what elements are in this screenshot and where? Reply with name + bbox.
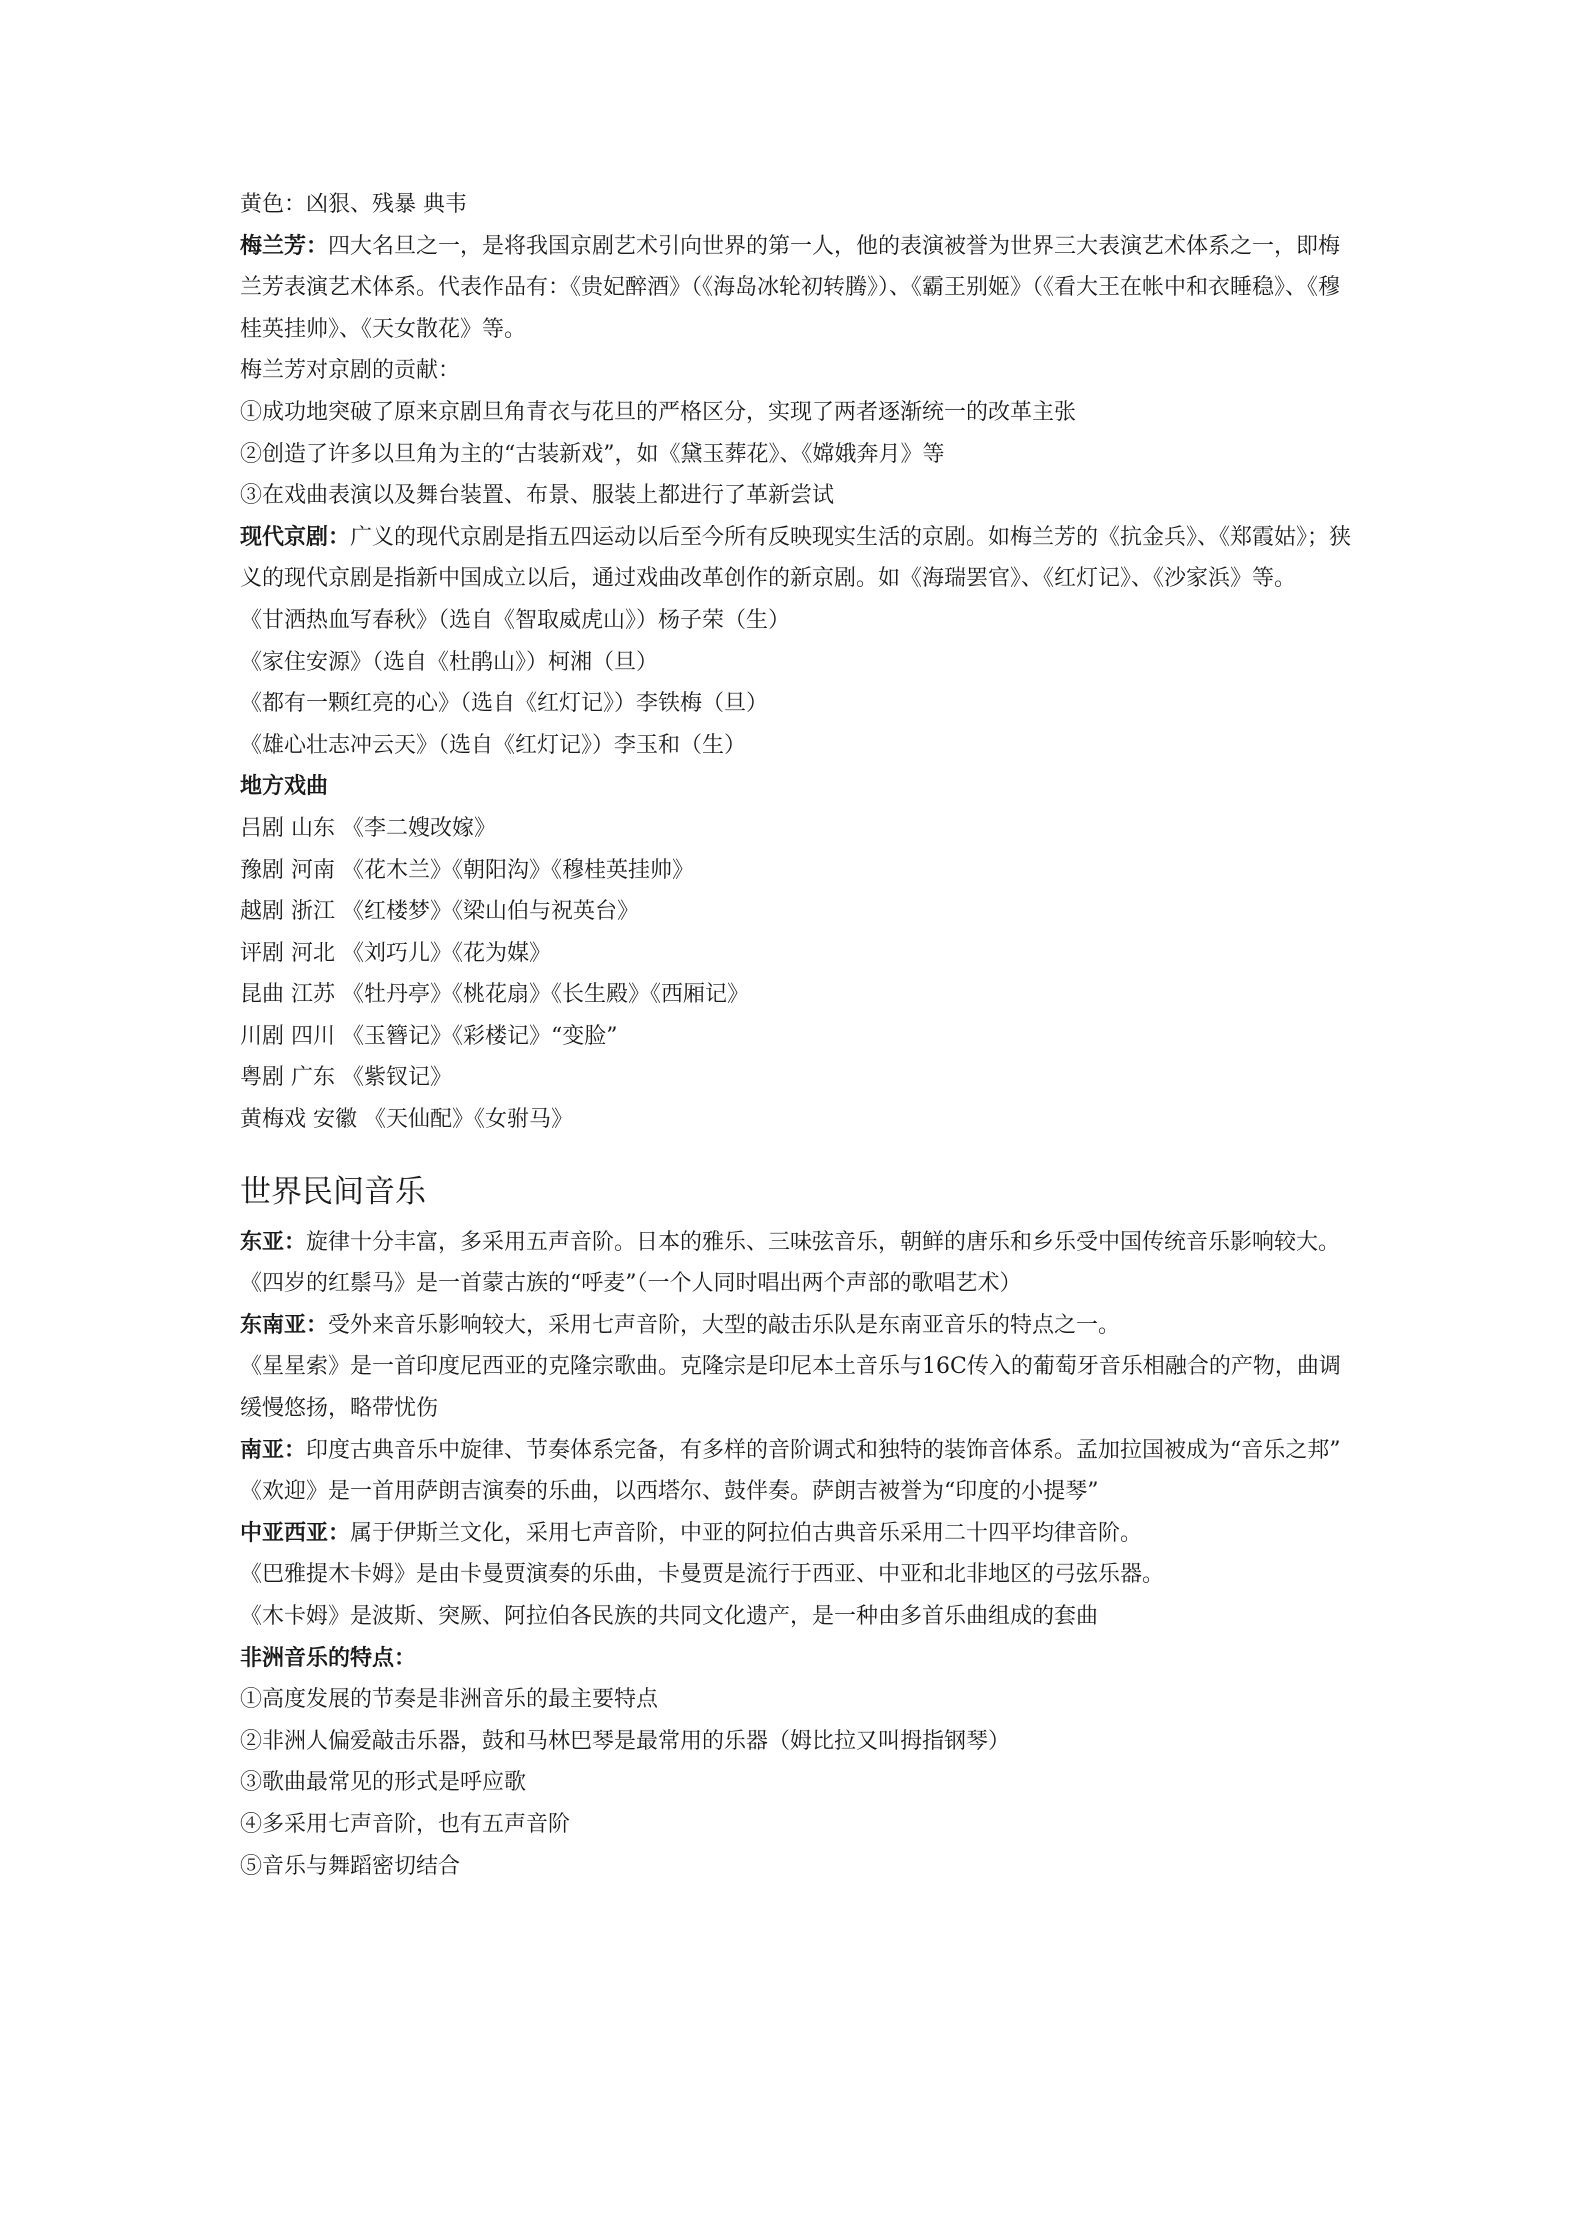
east-asia-label: 东亚： xyxy=(240,1228,307,1255)
modern-opera-text: 广义的现代京剧是指五四运动以后至今所有反映现实生活的京剧。如梅兰芳的《抗金兵》、《郑霞姑》；狭义的现代京剧是指新中国成立以后，通过戏曲改革创作的新京剧。如《海瑞罢官》、《红灯记》、《沙家浜》等。 xyxy=(240,524,1352,592)
contribution-item-2: ②创造了许多以旦角为主的“古装新戏”，如《黛玉葬花》、《嫦娥奔月》等 xyxy=(240,441,945,467)
modern-opera-paragraph xyxy=(240,517,1360,600)
world-music-heading: 世界民间音乐 xyxy=(240,1173,426,1210)
contribution-item-1: ①成功地突破了原来京剧旦角青衣与花旦的严格区分，实现了两者逐渐统一的改革主张 xyxy=(240,399,1077,425)
local-opera-item-5: 昆曲 江苏 《牡丹亭》《桃花扇》《长生殿》《西厢记》 xyxy=(240,982,749,1008)
south-asia-paragraph xyxy=(240,1430,1360,1472)
central-west-asia-label: 中亚西亚： xyxy=(240,1519,351,1546)
africa-item-1: ①高度发展的节奏是非洲音乐的最主要特点 xyxy=(240,1687,659,1713)
central-west-asia-text: 属于伊斯兰文化，采用七声音阶，中亚的阿拉伯古典音乐采用二十四平均律音阶。 xyxy=(350,1520,1143,1546)
local-opera-item-2: 豫剧 河南 《花木兰》《朝阳沟》《穆桂英挂帅》 xyxy=(240,857,694,883)
mei-lanfang-paragraph xyxy=(240,226,1360,351)
local-opera-item-6: 川剧 四川 《玉簪记》《彩楼记》“变脸” xyxy=(240,1023,618,1049)
aria-item-4: 《雄心壮志冲云天》（选自《红灯记》）李玉和（生） xyxy=(240,732,747,758)
yellow-line: 黄色：凶狠、残暴 典韦 xyxy=(240,192,467,217)
aria-item-2: 《家住安源》（选自《杜鹃山》）柯湘（旦） xyxy=(240,649,659,675)
south-asia-text: 印度古典音乐中旋律、节奏体系完备，有多样的音阶调式和独特的装饰音体系。孟加拉国被成为“音乐之邦” xyxy=(306,1437,1341,1463)
central-west-asia-paragraph xyxy=(240,1513,1360,1555)
contribution-title: 梅兰芳对京剧的贡献： xyxy=(240,358,461,384)
local-opera-item-1: 吕剧 山东 《李二嫂改嫁》 xyxy=(240,815,496,841)
southeast-asia-paragraph xyxy=(240,1305,1360,1347)
document-page xyxy=(240,184,1360,1887)
east-asia-note: 《四岁的红鬃马》是一首蒙古族的“呼麦”（一个人同时唱出两个声部的歌唱艺术） xyxy=(240,1271,1022,1297)
east-asia-text: 旋律十分丰富，多采用五声音阶。日本的雅乐、三味弦音乐，朝鲜的唐乐和乡乐受中国传统音乐影响较大。 xyxy=(306,1229,1341,1255)
africa-title: 非洲音乐的特点： xyxy=(240,1644,417,1671)
southeast-asia-text: 受外来音乐影响较大，采用七声音阶，大型的敲击乐队是东南亚音乐的特点之一。 xyxy=(328,1312,1121,1338)
africa-item-2: ②非洲人偏爱敲击乐器，鼓和马林巴琴是最常用的乐器（姆比拉又叫拇指钢琴） xyxy=(240,1728,1011,1754)
aria-item-3: 《都有一颗红亮的心》（选自《红灯记》）李铁梅（旦） xyxy=(240,691,769,717)
modern-opera-label: 现代京剧： xyxy=(240,523,351,550)
southeast-asia-label: 东南亚： xyxy=(240,1311,329,1338)
africa-item-4: ④多采用七声音阶，也有五声音阶 xyxy=(240,1811,571,1837)
mei-lanfang-label: 梅兰芳： xyxy=(240,232,329,259)
africa-item-3: ③歌曲最常见的形式是呼应歌 xyxy=(240,1770,527,1796)
local-opera-item-4: 评剧 河北 《刘巧儿》《花为媒》 xyxy=(240,940,551,966)
africa-item-5: ⑤音乐与舞蹈密切结合 xyxy=(240,1853,461,1879)
local-opera-item-7: 粤剧 广东 《紫钗记》 xyxy=(240,1065,452,1091)
local-opera-item-3: 越剧 浙江 《红楼梦》《梁山伯与祝英台》 xyxy=(240,899,639,925)
south-asia-label: 南亚： xyxy=(240,1436,307,1463)
aria-item-1: 《甘洒热血写春秋》（选自《智取威虎山》）杨子荣（生） xyxy=(240,607,791,633)
east-asia-paragraph xyxy=(240,1222,1360,1264)
southeast-asia-note: 《星星索》是一首印度尼西亚的克隆宗歌曲。克隆宗是印尼本土音乐与16C传入的葡萄牙音乐相融合的产物，曲调缓慢悠扬，略带忧伤 xyxy=(240,1354,1341,1422)
local-opera-item-8: 黄梅戏 安徽 《天仙配》《女驸马》 xyxy=(240,1107,573,1133)
central-asia-note-1: 《巴雅提木卡姆》是由卡曼贾演奏的乐曲，卡曼贾是流行于西亚、中亚和北非地区的弓弦乐器。 xyxy=(240,1562,1165,1588)
contribution-item-3: ③在戏曲表演以及舞台装置、布景、服装上都进行了革新尝试 xyxy=(240,483,835,509)
mei-lanfang-text: 四大名旦之一，是将我国京剧艺术引向世界的第一人，他的表演被誉为世界三大表演艺术体系之一，即梅兰芳表演艺术体系。代表作品有：《贵妃醉酒》（《海岛冰轮初转腾》）、《霸王别姬》（《看大王在帐中和衣睡稳》、《穆桂英挂帅》、《天女散花》等。 xyxy=(240,233,1341,342)
local-opera-title: 地方戏曲 xyxy=(240,773,329,800)
central-asia-note-2: 《木卡姆》是波斯、突厥、阿拉伯各民族的共同文化遗产，是一种由多首乐曲组成的套曲 xyxy=(240,1604,1099,1629)
south-asia-note: 《欢迎》是一首用萨朗吉演奏的乐曲，以西塔尔、鼓伴奏。萨朗吉被誉为“印度的小提琴” xyxy=(240,1479,1099,1505)
